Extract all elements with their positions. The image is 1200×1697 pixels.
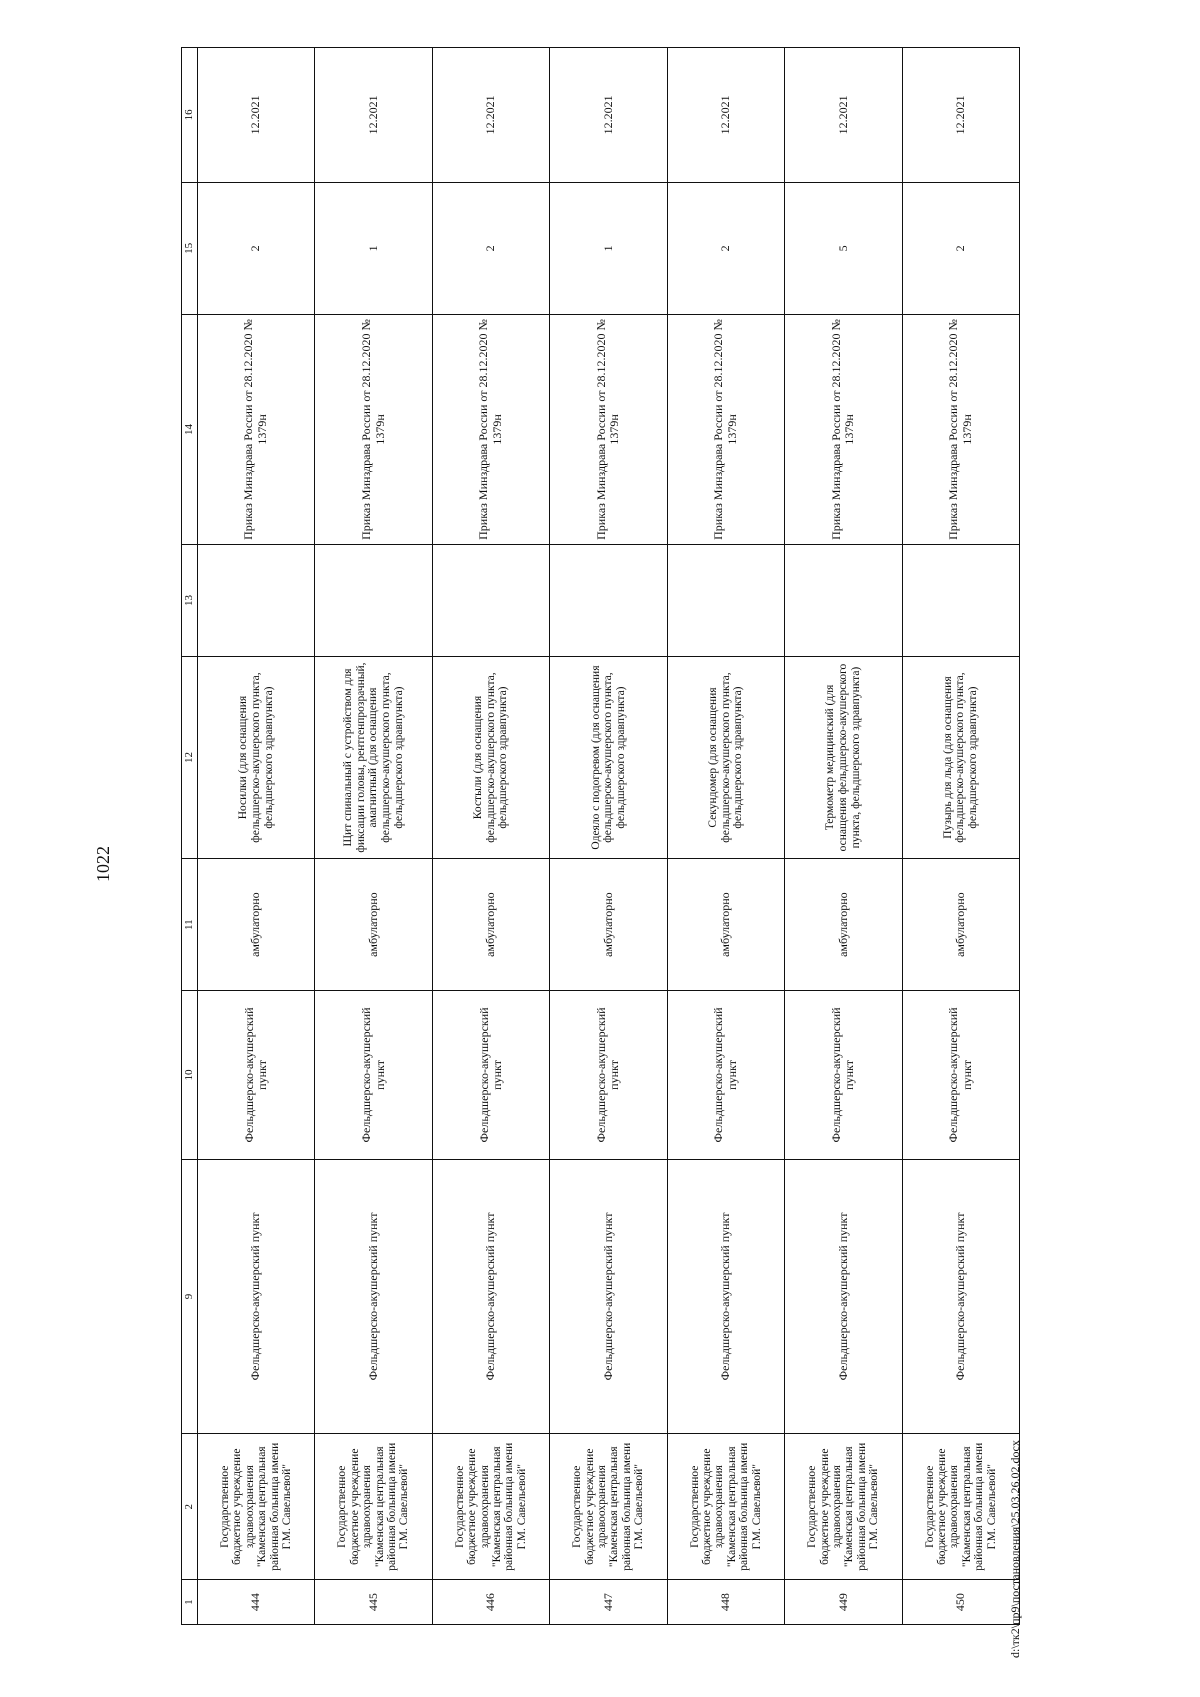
quantity-cell: 1 [315,182,432,314]
subdivision-cell: Фельдшерско-акушерский пункт [667,991,784,1159]
equipment-name-cell: Носилки (для оснащения фельдшерско-акушерского пункта, фельдшерского здравпункта) [198,657,315,859]
unit-cell: Фельдшерско-акушерский пункт [785,1159,902,1434]
table-row [432,48,549,1625]
column-header: 14 [182,315,198,545]
equipment-name-cell: Одеяло с подогревом (для оснащения фельдшерско-акушерского пункта, фельдшерского здравпункта) [550,657,667,859]
page-number: 1022 [93,846,113,882]
care-form-cell: амбулаторно [198,858,315,990]
organization-cell: Государственное бюджетное учреждение здравоохранения "Каменская центральная районная больница имени Г.М. Савельевой" [198,1434,315,1580]
row-number: 447 [550,1580,667,1625]
empty-cell [667,544,784,656]
empty-cell [198,544,315,656]
unit-cell: Фельдшерско-акушерский пункт [902,1159,1019,1434]
organization-cell: Государственное бюджетное учреждение здравоохранения "Каменская центральная районная больница имени Г.М. Савельевой" [550,1434,667,1580]
regulation-cell: Приказ Минздрава России от 28.12.2020 № 1379н [667,315,784,545]
care-form-cell: амбулаторно [432,858,549,990]
equipment-table [181,47,1020,1625]
organization-cell: Государственное бюджетное учреждение здравоохранения "Каменская центральная районная больница имени Г.М. Савельевой" [315,1434,432,1580]
quantity-cell: 2 [667,182,784,314]
unit-cell: Фельдшерско-акушерский пункт [550,1159,667,1434]
date-cell: 12.2021 [315,48,432,183]
equipment-name-cell: Пузырь для льда (для оснащения фельдшерско-акушерского пункта, фельдшерского здравпункта) [902,657,1019,859]
regulation-cell: Приказ Минздрава России от 28.12.2020 № 1379н [315,315,432,545]
table-row [315,48,432,1625]
quantity-cell: 2 [198,182,315,314]
date-cell: 12.2021 [198,48,315,183]
table-row [785,48,902,1625]
table-row [550,48,667,1625]
date-cell: 12.2021 [550,48,667,183]
header-row [182,48,198,1625]
equipment-name-cell: Термометр медицинский (для оснащения фельдшерско-акушерского пункта, фельдшерского здравпункта) [785,657,902,859]
unit-cell: Фельдшерско-акушерский пункт [432,1159,549,1434]
table-row [667,48,784,1625]
care-form-cell: амбулаторно [315,858,432,990]
column-header: 9 [182,1159,198,1434]
organization-cell: Государственное бюджетное учреждение здравоохранения "Каменская центральная районная больница имени Г.М. Савельевой" [785,1434,902,1580]
row-number: 449 [785,1580,902,1625]
column-header: 1 [182,1580,198,1625]
care-form-cell: амбулаторно [550,858,667,990]
quantity-cell: 2 [432,182,549,314]
column-header: 2 [182,1434,198,1580]
row-number: 448 [667,1580,784,1625]
organization-cell: Государственное бюджетное учреждение здравоохранения "Каменская центральная районная больница имени Г.М. Савельевой" [667,1434,784,1580]
empty-cell [550,544,667,656]
quantity-cell: 1 [550,182,667,314]
subdivision-cell: Фельдшерско-акушерский пункт [315,991,432,1159]
regulation-cell: Приказ Минздрава России от 28.12.2020 № 1379н [550,315,667,545]
row-number: 445 [315,1580,432,1625]
unit-cell: Фельдшерско-акушерский пункт [198,1159,315,1434]
column-header: 12 [182,657,198,859]
quantity-cell: 5 [785,182,902,314]
column-header: 15 [182,182,198,314]
empty-cell [902,544,1019,656]
care-form-cell: амбулаторно [785,858,902,990]
unit-cell: Фельдшерско-акушерский пункт [667,1159,784,1434]
subdivision-cell: Фельдшерско-акушерский пункт [198,991,315,1159]
regulation-cell: Приказ Минздрава России от 28.12.2020 № 1379н [902,315,1019,545]
footer-file-path: d:\тк2\пр9\постановления\25.03.26.02.docx [1008,1440,1022,1658]
subdivision-cell: Фельдшерско-акушерский пункт [785,991,902,1159]
equipment-table-grid [181,47,1020,1625]
subdivision-cell: Фельдшерско-акушерский пункт [902,991,1019,1159]
empty-cell [432,544,549,656]
equipment-name-cell: Щит спинальный с устройством для фиксации головы, рентгенпрозрачный, амагнитный (для оснащения фельдшерско-акушерского пункта, фельдшерского здравпункта) [315,657,432,859]
date-cell: 12.2021 [902,48,1019,183]
subdivision-cell: Фельдшерско-акушерский пункт [550,991,667,1159]
subdivision-cell: Фельдшерско-акушерский пункт [432,991,549,1159]
date-cell: 12.2021 [667,48,784,183]
empty-cell [785,544,902,656]
quantity-cell: 2 [902,182,1019,314]
table-row [902,48,1019,1625]
date-cell: 12.2021 [785,48,902,183]
column-header: 13 [182,544,198,656]
equipment-name-cell: Секундомер (для оснащения фельдшерско-акушерского пункта, фельдшерского здравпункта) [667,657,784,859]
organization-cell: Государственное бюджетное учреждение здравоохранения "Каменская центральная районная больница имени Г.М. Савельевой" [902,1434,1019,1580]
organization-cell: Государственное бюджетное учреждение здравоохранения "Каменская центральная районная больница имени Г.М. Савельевой" [432,1434,549,1580]
regulation-cell: Приказ Минздрава России от 28.12.2020 № 1379н [198,315,315,545]
row-number: 450 [902,1580,1019,1625]
table-row [198,48,315,1625]
column-header: 16 [182,48,198,183]
date-cell: 12.2021 [432,48,549,183]
regulation-cell: Приказ Минздрава России от 28.12.2020 № 1379н [432,315,549,545]
care-form-cell: амбулаторно [667,858,784,990]
column-header: 11 [182,858,198,990]
empty-cell [315,544,432,656]
row-number: 444 [198,1580,315,1625]
equipment-name-cell: Костыли (для оснащения фельдшерско-акушерского пункта, фельдшерского здравпункта) [432,657,549,859]
row-number: 446 [432,1580,549,1625]
regulation-cell: Приказ Минздрава России от 28.12.2020 № 1379н [785,315,902,545]
column-header: 10 [182,991,198,1159]
unit-cell: Фельдшерско-акушерский пункт [315,1159,432,1434]
care-form-cell: амбулаторно [902,858,1019,990]
